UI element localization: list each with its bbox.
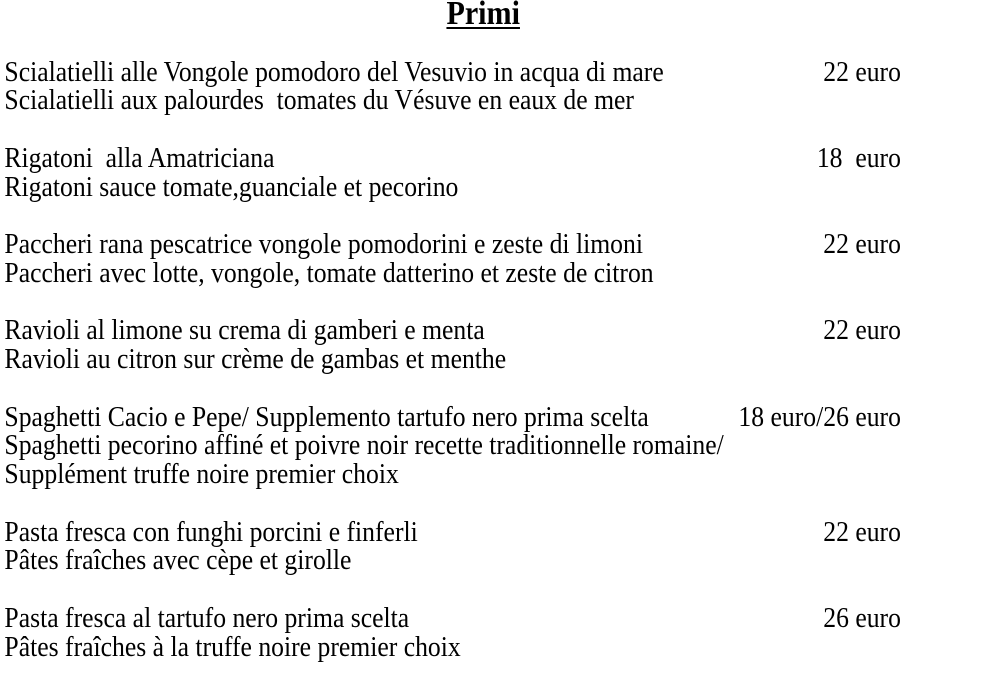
item-row — [0, 141, 996, 174]
dish-name-italian: Pasta fresca con funghi porcini e finferli — [4, 515, 418, 548]
dish-name-italian: Rigatoni alla Amatriciana — [4, 141, 275, 174]
menu-item — [0, 230, 996, 288]
item-row — [0, 230, 996, 259]
menu-item — [0, 316, 996, 374]
dish-price: 26 euro — [823, 601, 901, 634]
dish-name-italian: Scialatielli alle Vongole pomodoro del Vesuvio in acqua di mare — [4, 55, 664, 88]
dish-name-french: Pâtes fraîches avec cèpe et girolle — [4, 544, 352, 577]
dish-price: 18 euro/26 euro — [738, 400, 901, 433]
menu-item — [0, 55, 996, 117]
item-row — [0, 515, 996, 548]
dish-name-french: Supplément truffe noire premier choix — [4, 458, 399, 490]
item-row — [0, 601, 996, 634]
dish-name-italian: Paccheri rana pescatrice vongole pomodorini e zeste di limoni — [4, 228, 643, 260]
page-title: Primi — [446, 0, 520, 32]
item-row — [0, 316, 996, 345]
item-row — [0, 55, 996, 88]
dish-name-french: Spaghetti pecorino affiné et poivre noir recette traditionnelle romaine/ — [4, 429, 724, 462]
dish-name-french: Rigatoni sauce tomate,guanciale et pecorino — [4, 170, 459, 203]
menu-item — [0, 601, 996, 663]
menu-item — [0, 141, 996, 203]
dish-name-italian: Spaghetti Cacio e Pepe/ Supplemento tartufo nero prima scelta — [4, 400, 649, 433]
dish-name-french: Ravioli au citron sur crème de gambas et menthe — [4, 343, 507, 375]
dish-price: 22 euro — [823, 228, 901, 260]
dish-name-french: Paccheri avec lotte, vongole, tomate datterino et zeste de citron — [4, 256, 654, 289]
item-row — [0, 400, 996, 433]
dish-price: 22 euro — [823, 55, 901, 88]
menu-item — [0, 400, 996, 490]
dish-price: 18 euro — [816, 141, 901, 174]
dish-name-italian: Ravioli al limone su crema di gamberi e menta — [4, 314, 485, 347]
dish-price: 22 euro — [823, 314, 901, 347]
dish-name-french: Pâtes fraîches à la truffe noire premier choix — [4, 630, 461, 663]
dish-price: 22 euro — [823, 515, 901, 548]
dish-name-french: Scialatielli aux palourdes tomates du Vésuve en eaux de mer — [4, 84, 634, 117]
menu-item — [0, 515, 996, 577]
dish-name-italian: Pasta fresca al tartufo nero prima scelta — [4, 601, 410, 634]
